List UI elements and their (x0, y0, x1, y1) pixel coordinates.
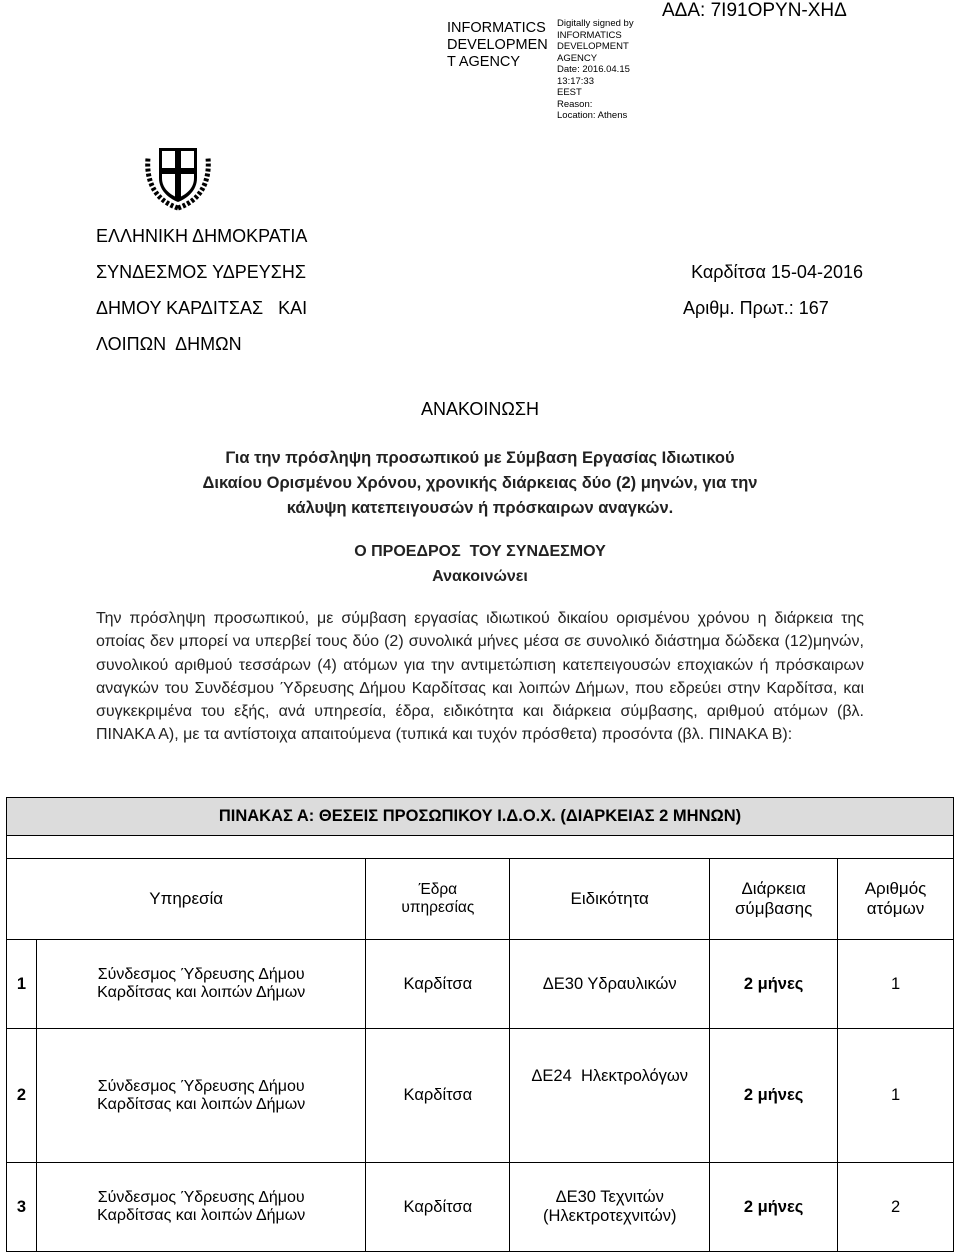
row-service-line: Καρδίτσας και λοιπών Δήμων (97, 1095, 306, 1113)
row-service (36, 940, 365, 1029)
header-seat-line: υπηρεσίας (401, 899, 475, 916)
protocol-number: Αριθμ. Πρωτ.: 167 (683, 298, 829, 318)
table-header-row (7, 859, 954, 940)
row-number: 3 (7, 1163, 37, 1252)
table-title: ΠΙΝΑΚΑΣ Α: ΘΕΣΕΙΣ ΠΡΟΣΩΠΙΚΟΥ Ι.Δ.Ο.Χ. (ΔΙΑΡΚΕΙΑΣ 2 ΜΗΝΩΝ) (7, 798, 954, 836)
greek-emblem-icon (140, 136, 216, 212)
signature-line: Digitally signed by (557, 18, 634, 29)
row-service-line: Σύνδεσμος Ύδρευσης Δήμου (97, 1077, 305, 1095)
row-specialty-line: ΔΕ30 Υδραυλικών (542, 974, 677, 993)
row-specialty (510, 1029, 710, 1163)
header-duration (710, 859, 838, 940)
row-service-line: Σύνδεσμος Ύδρευσης Δήμου (97, 1189, 305, 1206)
row-specialty-line: ΔΕ30 Τεχνιτών (555, 1188, 664, 1206)
header-seat (366, 859, 510, 940)
header-count (838, 859, 954, 940)
ada-code: ΑΔΑ: 7Ι91ΟΡΥΝ-ΧΗΔ (662, 0, 847, 21)
digital-signature-info (557, 18, 667, 122)
row-specialty-line: (Ηλεκτροτεχνιτών) (542, 1207, 677, 1225)
row-service-line: Καρδίτσας και λοιπών Δήμων (97, 984, 306, 1001)
row-duration: 2 μήνες (710, 940, 838, 1029)
row-service-line: Σύνδεσμος Ύδρευσης Δήμου (97, 966, 305, 983)
header-service: Υπηρεσία (7, 859, 366, 940)
row-number: 2 (7, 1029, 37, 1163)
table-row (7, 1163, 954, 1252)
place-date: Καρδίτσα 15-04-2016 (691, 262, 863, 282)
signature-line: DEVELOPMENT AGENCY (557, 41, 629, 64)
row-service-line: Καρδίτσας και λοιπών Δήμων (97, 1207, 306, 1224)
signature-line: Reason: (557, 98, 593, 110)
subject-line: Για την πρόσληψη προσωπικού με Σύμβαση Εργασίας Ιδιωτικού (225, 449, 735, 467)
row-specialty (510, 1163, 710, 1252)
header-duration-line: Διάρκεια (741, 879, 806, 898)
table-spacer (7, 836, 954, 859)
subject-line: κάλυψη κατεπειγουσών ή πρόσκαιρων αναγκών. (286, 499, 674, 517)
issuer-line-2: ΔΗΜΟΥ ΚΑΡΔΙΤΣΑΣ ΚΑΙ (96, 298, 308, 318)
row-service (36, 1163, 365, 1252)
signature-line: EEST (557, 87, 582, 98)
row-seat: Καρδίτσα (366, 1029, 510, 1163)
row-duration: 2 μήνες (710, 1029, 838, 1163)
signature-line: Location: Athens (557, 110, 628, 121)
header-count-line: Αριθμός (864, 879, 927, 898)
issuer-line-1: ΣΥΝΔΕΣΜΟΣ ΥΔΡΕΥΣΗΣ (96, 262, 307, 282)
subject-line: Δικαίου Ορισμένου Χρόνου, χρονικής διάρκειας δύο (2) μηνών, για την (202, 474, 758, 492)
positions-table (6, 797, 954, 1252)
chairman-heading: Ο ΠΡΟΕΔΡΟΣ ΤΟΥ ΣΥΝΔΕΣΜΟΥ (354, 543, 606, 560)
table-row (7, 1029, 954, 1163)
row-seat: Καρδίτσα (366, 1163, 510, 1252)
republic-heading: ΕΛΛΗΝΙΚΗ ΔΗΜΟΚΡΑΤΙΑ (96, 226, 308, 246)
chairman-block (280, 539, 680, 589)
signer-organization: INFORMATICS DEVELOPMEN T AGENCY (447, 20, 548, 70)
header-specialty: Ειδικότητα (510, 859, 710, 940)
issuer-line-3: ΛΟΙΠΩΝ ΔΗΜΩΝ (96, 334, 242, 354)
row-specialty (510, 940, 710, 1029)
announcement-body: Την πρόσληψη προσωπικού, με σύμβαση εργασίας ιδιωτικού δικαίου ορισμένου χρόνου η διάρκεια της οποίας δεν μπορεί να υπερβεί τους δύο (2) συνολικά μήνες μέσα σε συνολικό διάστημα δώδεκα (12)μηνών, συνολικού αριθμού τεσσάρων (4) ατόμων για την αντιμετώπιση κατεπειγουσών εποχιακών ή πρόσκαιρων αναγκών του Συνδέσμου Ύδρευσης Δήμου Καρδίτσας και λοιπών Δήμων, που εδρεύει στην Καρδίτσα, και συγκεκριμένα του εξής, ανά υπηρεσία, έδρα, ειδικότητα και διάρκεια σύμβασης, αριθμού ατόμων (βλ. ΠΙΝΑΚΑ Α), με τα αντίστοιχα απαιτούμενα (τυπικά και τυχόν πρόσθετα) προσόντα (βλ. ΠΙΝΑΚΑ Β): (96, 610, 864, 744)
table-row (7, 940, 954, 1029)
signature-line: Date: 2016.04.15 13:17:33 (557, 64, 630, 87)
announcement-title: ΑΝΑΚΟΙΝΩΣΗ (420, 399, 540, 419)
row-service (36, 1029, 365, 1163)
header-count-line: ατόμων (866, 899, 925, 918)
row-count: 2 (838, 1163, 954, 1252)
row-duration: 2 μήνες (710, 1163, 838, 1252)
signature-line: INFORMATICS (557, 29, 622, 41)
row-seat: Καρδίτσα (366, 940, 510, 1029)
announcement-subject (150, 446, 810, 521)
row-count: 1 (838, 1029, 954, 1163)
announces-label: Ανακοινώνει (432, 568, 528, 585)
header-seat-line: Έδρα (418, 881, 458, 898)
row-specialty-line: ΔΕ24 Ηλεκτρολόγων (531, 1067, 689, 1085)
header-duration-line: σύμβασης (734, 899, 813, 918)
row-number: 1 (7, 940, 37, 1029)
row-count: 1 (838, 940, 954, 1029)
